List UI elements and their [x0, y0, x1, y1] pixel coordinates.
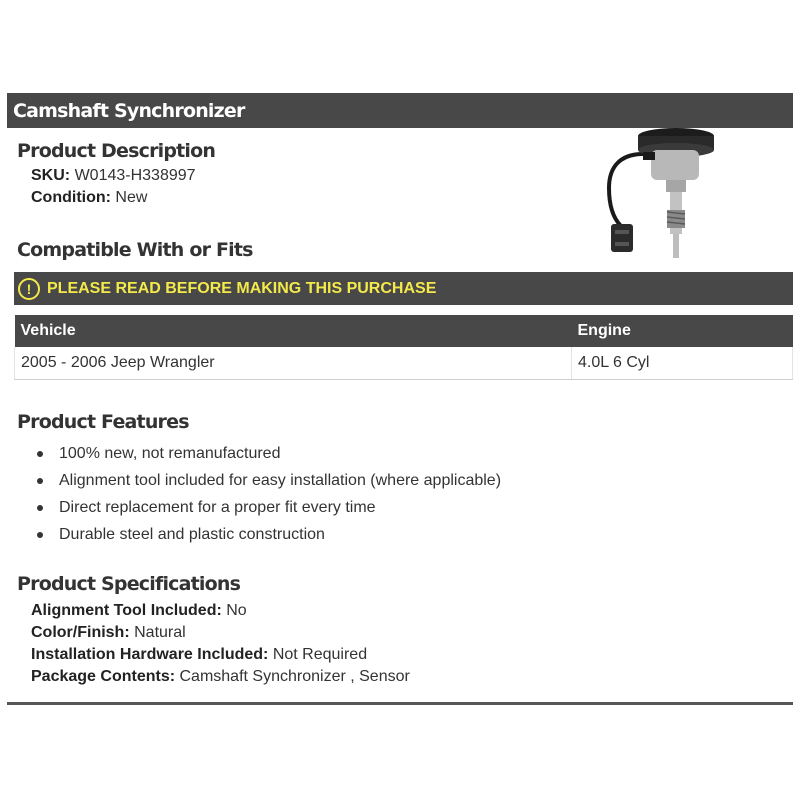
spec-value: Camshaft Synchronizer , Sensor — [179, 668, 410, 685]
feature-text: Direct replacement for a proper fit every time — [59, 498, 376, 516]
column-vehicle: Vehicle — [15, 315, 572, 347]
features-list — [31, 440, 501, 548]
bullet-icon — [37, 505, 43, 511]
spec-row — [31, 600, 410, 622]
list-item — [31, 440, 501, 467]
spec-value: Natural — [134, 624, 186, 641]
spec-value: No — [226, 602, 247, 619]
product-image — [591, 126, 741, 271]
sku-line — [31, 167, 196, 185]
condition-label: Condition: — [31, 189, 111, 206]
specifications-heading: Product Specifications — [17, 573, 241, 595]
condition-value: New — [115, 189, 148, 206]
bullet-icon — [37, 478, 43, 484]
column-engine: Engine — [572, 315, 793, 347]
spec-label: Alignment Tool Included: — [31, 602, 222, 619]
page-title-bar — [7, 93, 793, 128]
bottom-divider — [7, 702, 793, 705]
fitment-table — [14, 315, 793, 380]
table-row — [15, 347, 793, 380]
vehicle-cell: 2005 - 2006 Jeep Wrangler — [15, 347, 572, 380]
list-item — [31, 521, 501, 548]
bullet-icon — [37, 532, 43, 538]
compatibility-heading: Compatible With or Fits — [17, 239, 253, 261]
features-heading: Product Features — [17, 411, 189, 433]
notice-text: PLEASE READ BEFORE MAKING THIS PURCHASE — [47, 279, 437, 297]
spec-row — [31, 644, 410, 666]
list-item — [31, 494, 501, 521]
specifications-list — [31, 600, 410, 688]
bullet-icon — [37, 451, 43, 457]
list-item — [31, 467, 501, 494]
spec-label: Installation Hardware Included: — [31, 646, 269, 663]
feature-text: Durable steel and plastic construction — [59, 525, 325, 543]
purchase-notice — [14, 272, 793, 305]
spec-row — [31, 666, 410, 688]
description-heading: Product Description — [17, 140, 216, 162]
table-header-row — [15, 315, 793, 347]
condition-line — [31, 189, 147, 207]
page-title: Camshaft Synchronizer — [13, 99, 245, 122]
product-listing — [7, 93, 793, 685]
sku-label: SKU: — [31, 167, 71, 184]
feature-text: 100% new, not remanufactured — [59, 444, 281, 462]
feature-text: Alignment tool included for easy installation (where applicable) — [59, 471, 502, 489]
spec-value: Not Required — [272, 646, 368, 663]
warning-icon: ! — [18, 278, 40, 300]
spec-label: Color/Finish: — [31, 624, 130, 641]
engine-cell: 4.0L 6 Cyl — [572, 347, 793, 380]
sku-value: W0143-H338997 — [74, 167, 196, 184]
spec-label: Package Contents: — [31, 668, 176, 685]
spec-row — [31, 622, 410, 644]
